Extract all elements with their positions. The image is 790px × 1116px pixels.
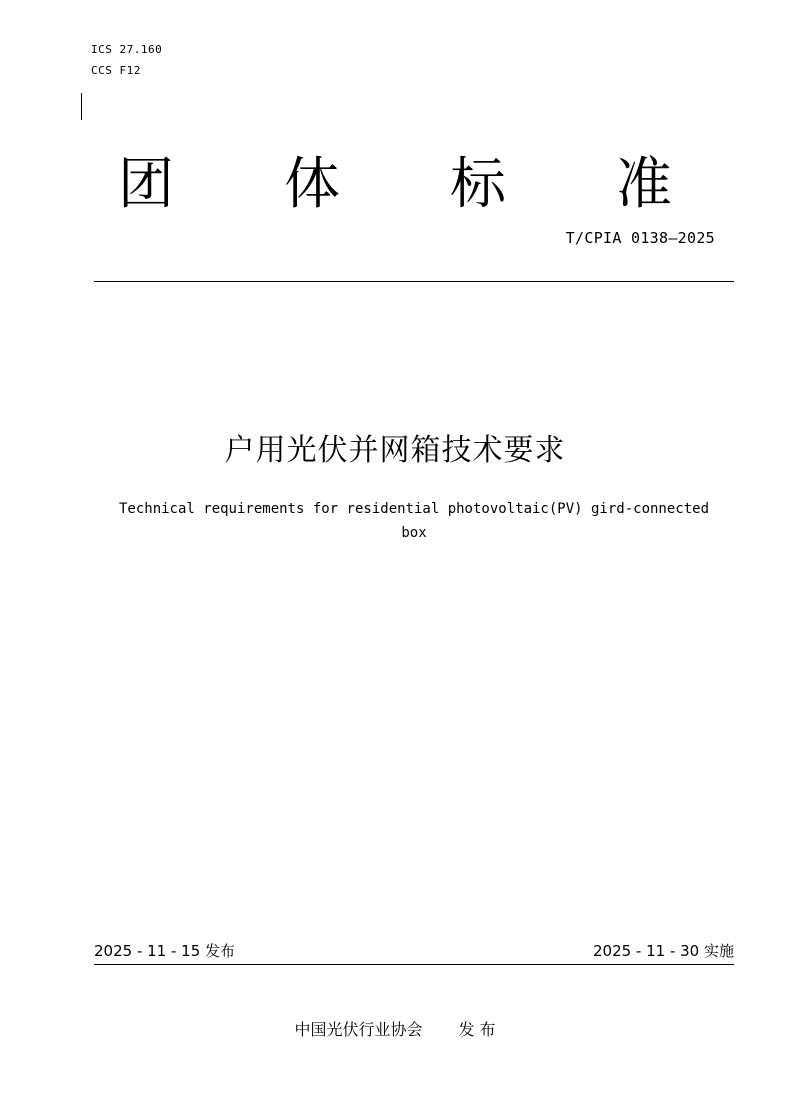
title-char-3: 标 [450,152,506,217]
english-title [80,497,748,545]
title-char-4: 准 [616,152,672,217]
publisher-line [0,1018,790,1042]
english-title-line-2: box [401,525,427,541]
title-char-1: 团 [118,152,174,217]
implementation-date: 2025 - 11 - 30 实施 [592,942,734,960]
standard-number: T/CPIA 0138—2025 [565,229,715,247]
text-cursor [81,93,82,120]
ics-code: ICS 27.160 [91,43,163,56]
ccs-code: CCS F12 [91,64,141,77]
english-title-line-1: Technical requirements for residential photovoltaic(PV) gird-connected [118,501,709,517]
top-divider [94,281,734,282]
publish-action: 发 布 [458,1020,496,1039]
bottom-divider [94,964,734,965]
standard-type-title [94,150,700,220]
publisher-name: 中国光伏行业协会 [294,1020,423,1039]
chinese-title: 户用光伏并网箱技术要求 [224,433,566,468]
classification-codes [91,39,162,81]
issue-date: 2025 - 11 - 15 发布 [94,942,236,960]
title-char-2: 体 [284,152,340,217]
